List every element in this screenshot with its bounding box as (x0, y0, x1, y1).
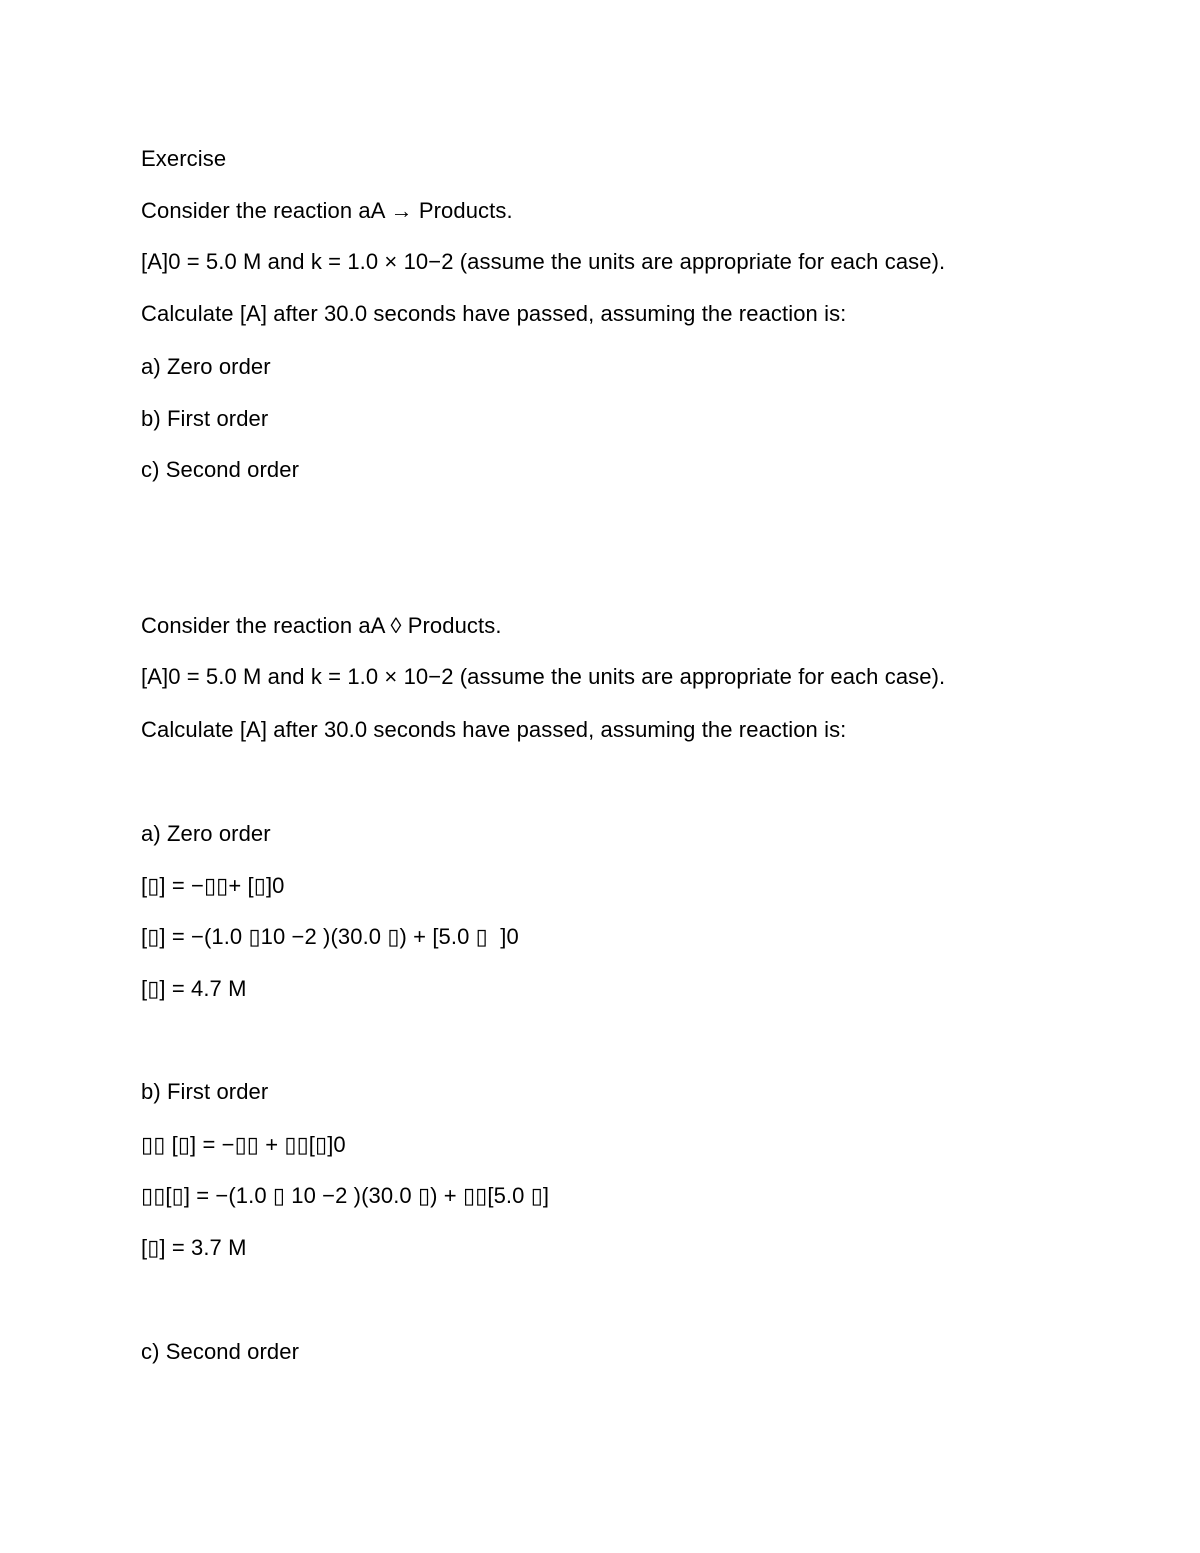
first-order-substitution: ▯▯[▯] = −(1.0 ▯ 10 −2 )(30.0 ▯) + ▯▯[5.0 ▯] (141, 1183, 550, 1208)
exercise-heading: Exercise (141, 146, 227, 171)
exercise-reaction: Consider the reaction aA → Products. (141, 198, 513, 223)
first-order-equation: ▯▯ [▯] = −▯▯ + ▯▯[▯]0 (141, 1132, 346, 1157)
first-order-result: [▯] = 3.7 M (141, 1235, 247, 1260)
zero-order-label: a) Zero order (141, 821, 271, 846)
exercise-option-b: b) First order (141, 406, 269, 431)
first-order-label: b) First order (141, 1079, 269, 1104)
zero-order-substitution: [▯] = −(1.0 ▯10 −2 )(30.0 ▯) + [5.0 ▯ ]0 (141, 924, 519, 949)
exercise-question: Calculate [A] after 30.0 seconds have passed, assuming the reaction is: (141, 301, 847, 326)
solution-question: Calculate [A] after 30.0 seconds have passed, assuming the reaction is: (141, 717, 847, 742)
exercise-conditions: [A]0 = 5.0 M and k = 1.0 × 10−2 (assume the units are appropriate for each case). (141, 249, 946, 274)
zero-order-result: [▯] = 4.7 M (141, 976, 247, 1001)
solution-reaction: Consider the reaction aA ◊ Products. (141, 613, 502, 638)
zero-order-equation: [▯] = −▯▯+ [▯]0 (141, 873, 285, 898)
solution-conditions: [A]0 = 5.0 M and k = 1.0 × 10−2 (assume the units are appropriate for each case). (141, 664, 946, 689)
exercise-option-a: a) Zero order (141, 354, 271, 379)
second-order-label: c) Second order (141, 1339, 300, 1364)
exercise-option-c: c) Second order (141, 457, 300, 482)
